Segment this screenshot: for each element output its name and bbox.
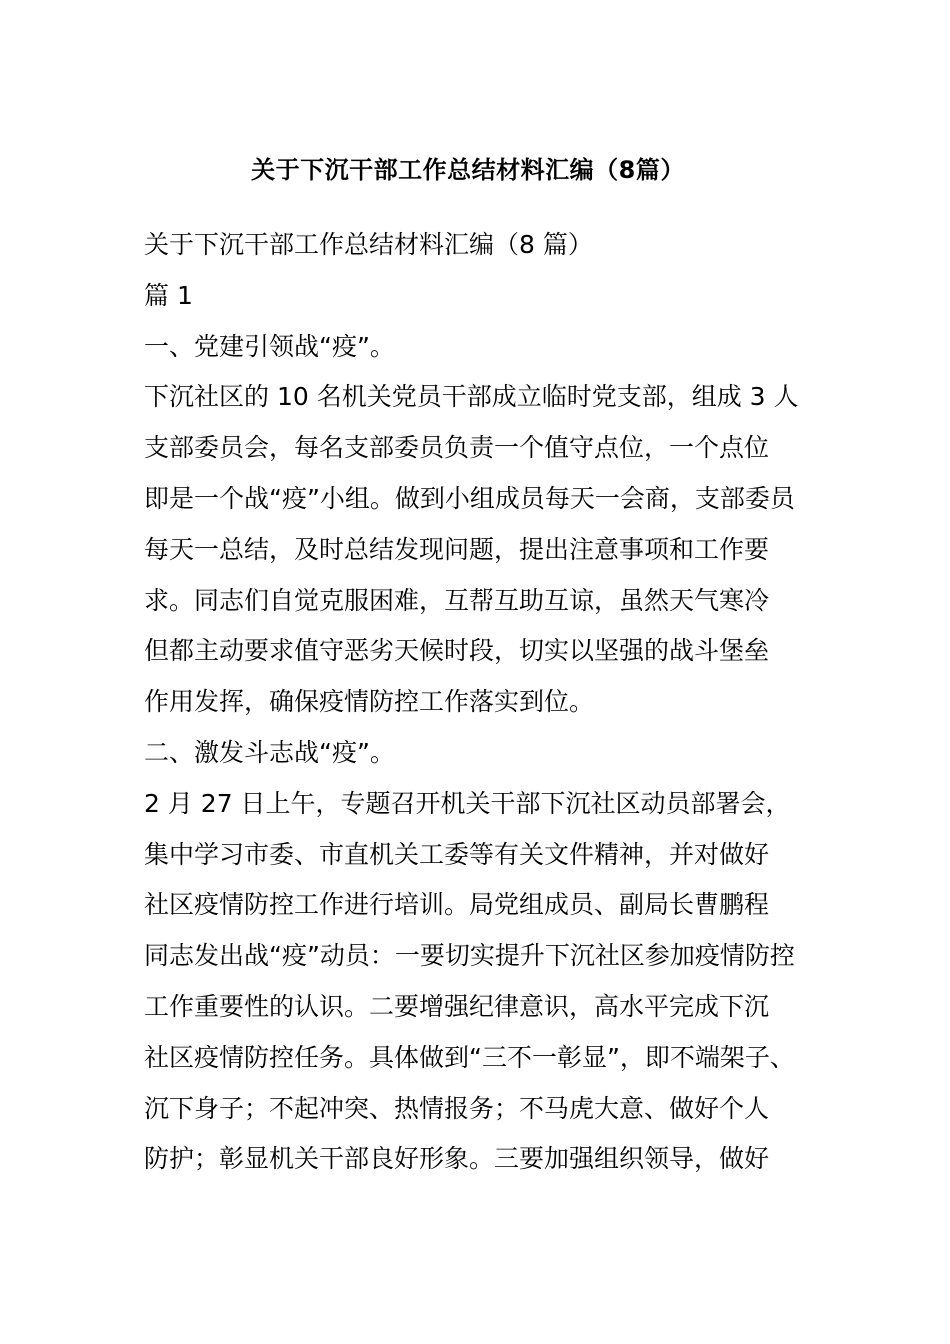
text-line: 防护；彰显机关干部良好形象。三要加强组织领导，做好 bbox=[144, 1144, 770, 1174]
text-line: 下沉社区的 10 名机关党员干部成立临时党支部，组成 3 人 bbox=[144, 382, 799, 412]
text-line: 沉下身子；不起冲突、热情报务；不马虎大意、做好个人 bbox=[144, 1093, 770, 1123]
heading-2: 二、激发斗志战“疫”。 bbox=[144, 737, 395, 767]
text-line: 社区疫情防控工作进行培训。局党组成员、副局长曹鹏程 bbox=[144, 890, 770, 920]
text-line: 工作重要性的认识。二要增强纪律意识，高水平完成下沉 bbox=[144, 991, 770, 1021]
text-line: 每天一总结，及时总结发现问题，提出注意事项和工作要 bbox=[144, 534, 770, 564]
text-line: 但都主动要求值守恶劣天候时段，切实以坚强的战斗堡垒 bbox=[144, 636, 770, 666]
text-line: 即是一个战“疫”小组。做到小组成员每天一会商，支部委员 bbox=[144, 483, 795, 513]
text-line: 2 月 27 日上午，专题召开机关干部下沉社区动员部署会， bbox=[144, 788, 791, 818]
text-line: 作用发挥，确保疫情防控工作落实到位。 bbox=[144, 687, 595, 717]
text-line: 求。同志们自觉克服困难，互帮互助互谅，虽然天气寒冷 bbox=[144, 585, 770, 615]
text-line: 支部委员会，每名支部委员负责一个值守点位，一个点位 bbox=[144, 433, 770, 463]
text-line: 同志发出战“疫”动员：一要切实提升下沉社区参加疫情防控 bbox=[144, 941, 795, 971]
document-title: 关于下沉干部工作总结材料汇编（8篇） bbox=[251, 156, 685, 184]
subtitle-line: 关于下沉干部工作总结材料汇编（8 篇） bbox=[144, 230, 593, 259]
heading-1: 一、党建引领战“疫”。 bbox=[144, 331, 395, 361]
text-line: 集中学习市委、市直机关工委等有关文件精神，并对做好 bbox=[144, 839, 770, 869]
section-label: 篇 1 bbox=[144, 280, 193, 310]
document-body bbox=[144, 220, 812, 1185]
text-line: 社区疫情防控任务。具体做到“三不一彰显”，即不端架子、 bbox=[144, 1042, 795, 1072]
